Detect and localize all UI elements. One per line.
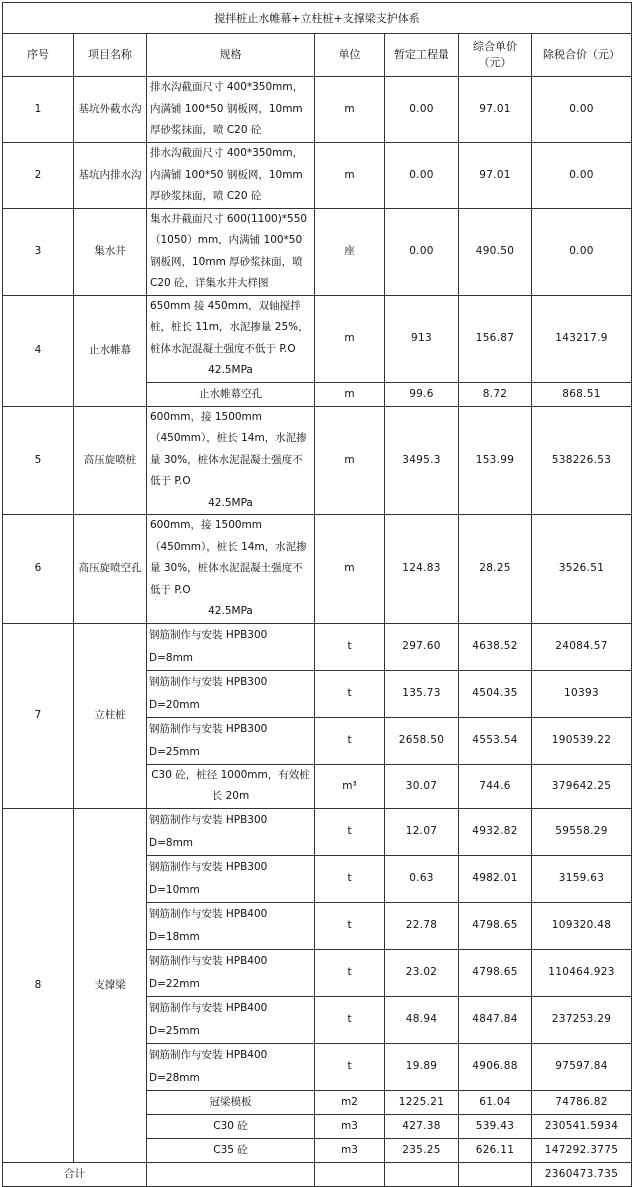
cell-total: 59558.29 <box>532 808 632 855</box>
cell-no: 5 <box>3 406 74 515</box>
cell-unit: m3 <box>315 1138 385 1162</box>
cell-price: 156.87 <box>459 295 532 382</box>
cell-total: 3159.63 <box>532 855 632 902</box>
table-row <box>3 808 632 855</box>
cell-spec: C30 砼，桩径 1000mm，有效桩长 20m <box>147 764 315 808</box>
cell-name: 基坑内排水沟 <box>74 143 147 209</box>
cell-qty: 22.78 <box>385 902 459 949</box>
cell-total: 379642.25 <box>532 764 632 808</box>
sum-label: 合计 <box>3 1162 147 1186</box>
cell-qty: 12.07 <box>385 808 459 855</box>
cell-price: 4982.01 <box>459 855 532 902</box>
quantity-table <box>2 2 632 1187</box>
table-row <box>3 77 632 143</box>
sum-empty <box>385 1162 459 1186</box>
cell-qty: 0.00 <box>385 77 459 143</box>
cell-unit: m <box>315 515 385 624</box>
cell-unit: t <box>315 1043 385 1090</box>
header-price: 综合单价（元） <box>459 34 532 77</box>
title-row <box>3 3 632 34</box>
cell-unit: m³ <box>315 764 385 808</box>
table-row <box>3 623 632 670</box>
table-row <box>3 208 632 295</box>
cell-qty: 913 <box>385 295 459 382</box>
cell-price: 490.50 <box>459 208 532 295</box>
cell-total: 24084.57 <box>532 623 632 670</box>
header-spec: 规格 <box>147 34 315 77</box>
cell-unit: t <box>315 902 385 949</box>
cell-unit: t <box>315 670 385 717</box>
cell-price: 626.11 <box>459 1138 532 1162</box>
cell-price: 4847.84 <box>459 996 532 1043</box>
cell-total: 237253.29 <box>532 996 632 1043</box>
cell-price: 4553.54 <box>459 717 532 764</box>
cell-price: 4638.52 <box>459 623 532 670</box>
table-row <box>3 515 632 624</box>
cell-price: 28.25 <box>459 515 532 624</box>
cell-total: 190539.22 <box>532 717 632 764</box>
cell-unit: m <box>315 406 385 515</box>
cell-qty: 1225.21 <box>385 1090 459 1114</box>
cell-name: 集水井 <box>74 208 147 295</box>
cell-qty: 0.00 <box>385 143 459 209</box>
cell-name: 高压旋喷空孔 <box>74 515 147 624</box>
header-name: 项目名称 <box>74 34 147 77</box>
cell-unit: m <box>315 77 385 143</box>
cell-spec: 钢筋制作与安装 HPB400 D=25mm <box>147 996 315 1043</box>
cell-qty: 0.00 <box>385 208 459 295</box>
cell-unit: t <box>315 949 385 996</box>
cell-name: 止水帷幕 <box>74 295 147 406</box>
cell-price: 97.01 <box>459 77 532 143</box>
cell-total: 538226.53 <box>532 406 632 515</box>
cell-total: 97597.84 <box>532 1043 632 1090</box>
cell-price: 539.43 <box>459 1114 532 1138</box>
cell-total: 110464.923 <box>532 949 632 996</box>
cell-spec: 排水沟截面尺寸 400*350mm，内满铺 100*50 钢板网，10mm 厚砂浆抹面，喷 C20 砼 <box>147 143 315 209</box>
sum-empty <box>147 1162 315 1186</box>
cell-no: 4 <box>3 295 74 406</box>
cell-qty: 135.73 <box>385 670 459 717</box>
cell-price: 153.99 <box>459 406 532 515</box>
cell-qty: 23.02 <box>385 949 459 996</box>
spec-grade: 42.5MPa <box>208 496 253 509</box>
spec-text: 600mm，接 1500mm（450mm），桩长 14m，水泥掺量 30%，桩体水泥混凝土强度不低于 P.O <box>150 410 307 487</box>
cell-qty: 235.25 <box>385 1138 459 1162</box>
cell-no: 7 <box>3 623 74 808</box>
table-row <box>3 406 632 515</box>
cell-unit: t <box>315 855 385 902</box>
cell-price: 4798.65 <box>459 902 532 949</box>
cell-total: 143217.9 <box>532 295 632 382</box>
cell-total: 74786.82 <box>532 1090 632 1114</box>
cell-unit: t <box>315 623 385 670</box>
cell-qty: 297.60 <box>385 623 459 670</box>
cell-total: 147292.3775 <box>532 1138 632 1162</box>
cell-spec: 钢筋制作与安装 HPB400 D=28mm <box>147 1043 315 1090</box>
cell-no: 8 <box>3 808 74 1162</box>
cell-qty: 3495.3 <box>385 406 459 515</box>
cell-price: 61.04 <box>459 1090 532 1114</box>
cell-spec: 排水沟截面尺寸 400*350mm，内满铺 100*50 钢板网，10mm 厚砂浆抹面，喷 C20 砼 <box>147 77 315 143</box>
sum-total: 2360473.735 <box>532 1162 632 1186</box>
cell-unit: t <box>315 996 385 1043</box>
cell-qty: 124.83 <box>385 515 459 624</box>
cell-name: 支撑梁 <box>74 808 147 1162</box>
cell-total: 109320.48 <box>532 902 632 949</box>
cell-no: 2 <box>3 143 74 209</box>
cell-price: 4932.82 <box>459 808 532 855</box>
cell-qty: 0.63 <box>385 855 459 902</box>
cell-price: 744.6 <box>459 764 532 808</box>
cell-qty: 99.6 <box>385 382 459 406</box>
cell-spec: 钢筋制作与安装 HPB400 D=22mm <box>147 949 315 996</box>
header-no: 序号 <box>3 34 74 77</box>
cell-no: 1 <box>3 77 74 143</box>
header-row <box>3 34 632 77</box>
cell-qty: 19.89 <box>385 1043 459 1090</box>
spec-grade: 42.5MPa <box>208 364 253 376</box>
sum-empty <box>459 1162 532 1186</box>
cell-price: 4798.65 <box>459 949 532 996</box>
cell-unit: 座 <box>315 208 385 295</box>
spec-grade: 42.5MPa <box>208 605 253 617</box>
header-qty: 暂定工程量 <box>385 34 459 77</box>
cell-total: 868.51 <box>532 382 632 406</box>
cell-unit: m <box>315 382 385 406</box>
cell-unit: t <box>315 808 385 855</box>
sum-row <box>3 1162 632 1186</box>
cell-spec: 钢筋制作与安装 HPB300 D=20mm <box>147 670 315 717</box>
cell-unit: t <box>315 717 385 764</box>
cell-total: 230541.5934 <box>532 1114 632 1138</box>
cell-spec: 止水帷幕空孔 <box>147 382 315 406</box>
cell-qty: 48.94 <box>385 996 459 1043</box>
cell-spec: 钢筋制作与安装 HPB400 D=18mm <box>147 902 315 949</box>
cell-spec: 钢筋制作与安装 HPB300 D=8mm <box>147 808 315 855</box>
spec-text: 600mm，接 1500mm（450mm），桩长 14m，水泥掺量 30%，桩体水泥混凝土强度不低于 P.O <box>150 519 307 596</box>
cell-name: 立柱桩 <box>74 623 147 808</box>
cell-unit: m <box>315 143 385 209</box>
cell-name: 基坑外截水沟 <box>74 77 147 143</box>
header-total: 除税合价（元） <box>532 34 632 77</box>
table-row <box>3 143 632 209</box>
cell-spec: C35 砼 <box>147 1138 315 1162</box>
table-title: 搅拌桩止水帷幕+立柱桩+支撑梁支护体系 <box>3 3 632 34</box>
cell-unit: m3 <box>315 1114 385 1138</box>
cell-spec: 钢筋制作与安装 HPB300 D=25mm <box>147 717 315 764</box>
cell-spec <box>147 406 315 515</box>
cell-spec <box>147 515 315 624</box>
cell-price: 8.72 <box>459 382 532 406</box>
cell-qty: 427.38 <box>385 1114 459 1138</box>
cell-total: 0.00 <box>532 143 632 209</box>
cell-spec: 钢筋制作与安装 HPB300 D=10mm <box>147 855 315 902</box>
cell-spec: C30 砼 <box>147 1114 315 1138</box>
table-row <box>3 295 632 382</box>
cell-unit: m <box>315 295 385 382</box>
cell-total: 3526.51 <box>532 515 632 624</box>
cell-unit: m2 <box>315 1090 385 1114</box>
header-unit: 单位 <box>315 34 385 77</box>
spec-text: 650mm 接 450mm，双轴搅拌桩，桩长 11m，水泥掺量 25%，桩体水泥混凝土强度不低于 P.O <box>150 299 309 355</box>
cell-price: 4906.88 <box>459 1043 532 1090</box>
cell-price: 4504.35 <box>459 670 532 717</box>
cell-spec: 钢筋制作与安装 HPB300 D=8mm <box>147 623 315 670</box>
cell-total: 0.00 <box>532 208 632 295</box>
cell-total: 10393 <box>532 670 632 717</box>
cell-name: 高压旋喷桩 <box>74 406 147 515</box>
cell-price: 97.01 <box>459 143 532 209</box>
cell-spec: 冠梁模板 <box>147 1090 315 1114</box>
sum-empty <box>315 1162 385 1186</box>
cell-spec <box>147 295 315 382</box>
cell-no: 6 <box>3 515 74 624</box>
cell-qty: 30.07 <box>385 764 459 808</box>
cell-total: 0.00 <box>532 77 632 143</box>
cell-spec: 集水井截面尺寸 600(1100)*550（1050）mm，内满铺 100*50 钢板网，10mm 厚砂浆抹面，喷 C20 砼，详集水井大样图 <box>147 208 315 295</box>
cell-no: 3 <box>3 208 74 295</box>
cell-qty: 2658.50 <box>385 717 459 764</box>
